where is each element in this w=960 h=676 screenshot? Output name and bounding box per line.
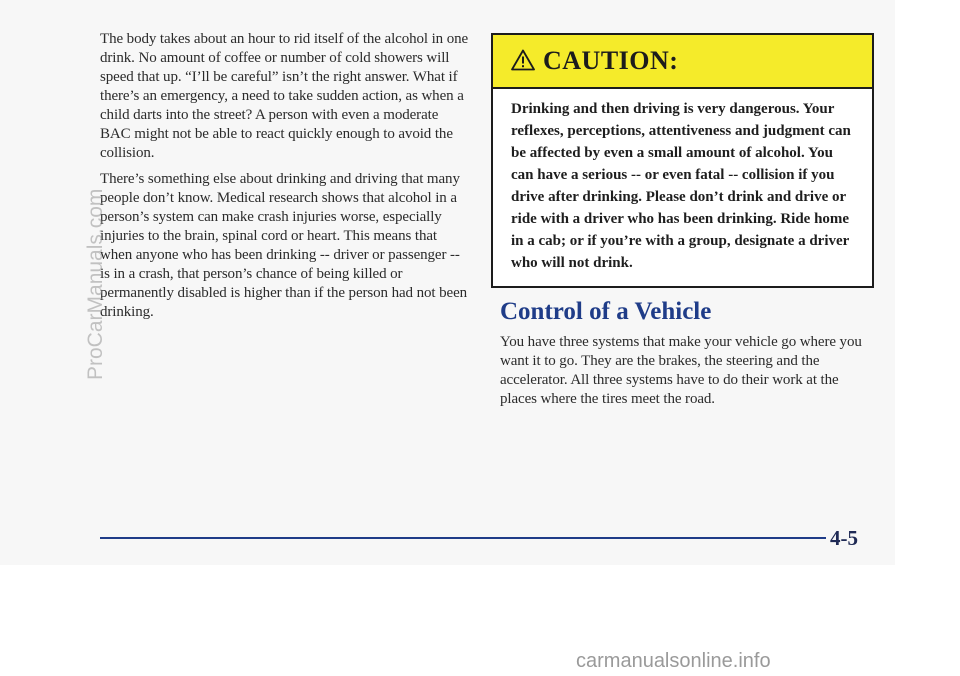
left-column — [100, 30, 472, 329]
caution-header — [493, 35, 872, 89]
caution-box — [491, 33, 874, 288]
paragraph-hangover: The body takes about an hour to rid itself of the alcohol in one drink. No amount of coffee or number of cold showers will speed that up. “I’ll be careful” isn’t the right answer. What if there’s an emergency, a need to take sudden action, as when a child darts into the street? A person with even a moderate BAC might not be able to react quickly enough to avoid the collision. — [100, 31, 469, 161]
paragraph-medical-research: There’s something else about drinking and driving that many people don’t know. Medical research shows that alcohol in a person’s system can make crash injuries worse, especially injuries to the brain, spinal cord or heart. This means that when anyone who has been drinking -- driver or passenger -- is in a crash, that person’s chance of being killed or permanently disabled is higher than if the person had not been drinking. — [100, 171, 468, 320]
watermark-side: ProCarManuals.com — [84, 188, 107, 380]
section-heading: Control of a Vehicle — [500, 298, 712, 325]
caution-text: Drinking and then driving is very dangerous. Your reflexes, perceptions, attentiveness and judgment can be affected by even a small amount of alcohol. You can have a serious -- or even fatal -- collision if you drive after drinking. Please don’t drink and drive or ride with a driver who has been drinking. Ride home in a cab; or if you’re with a group, designate a driver who will not drink. — [511, 101, 851, 271]
caution-title: CAUTION: — [543, 46, 679, 75]
watermark-bottom: carmanualsonline.info — [576, 650, 771, 672]
section-paragraph: You have three systems that make your vehicle go where you want it to go. They are the brakes, the steering and the accelerator. All three systems have to do their work at the places where the tires meet the road. — [500, 334, 862, 407]
page-number: 4-5 — [830, 526, 858, 550]
footer-rule — [100, 537, 826, 539]
warning-triangle-icon — [511, 49, 535, 71]
